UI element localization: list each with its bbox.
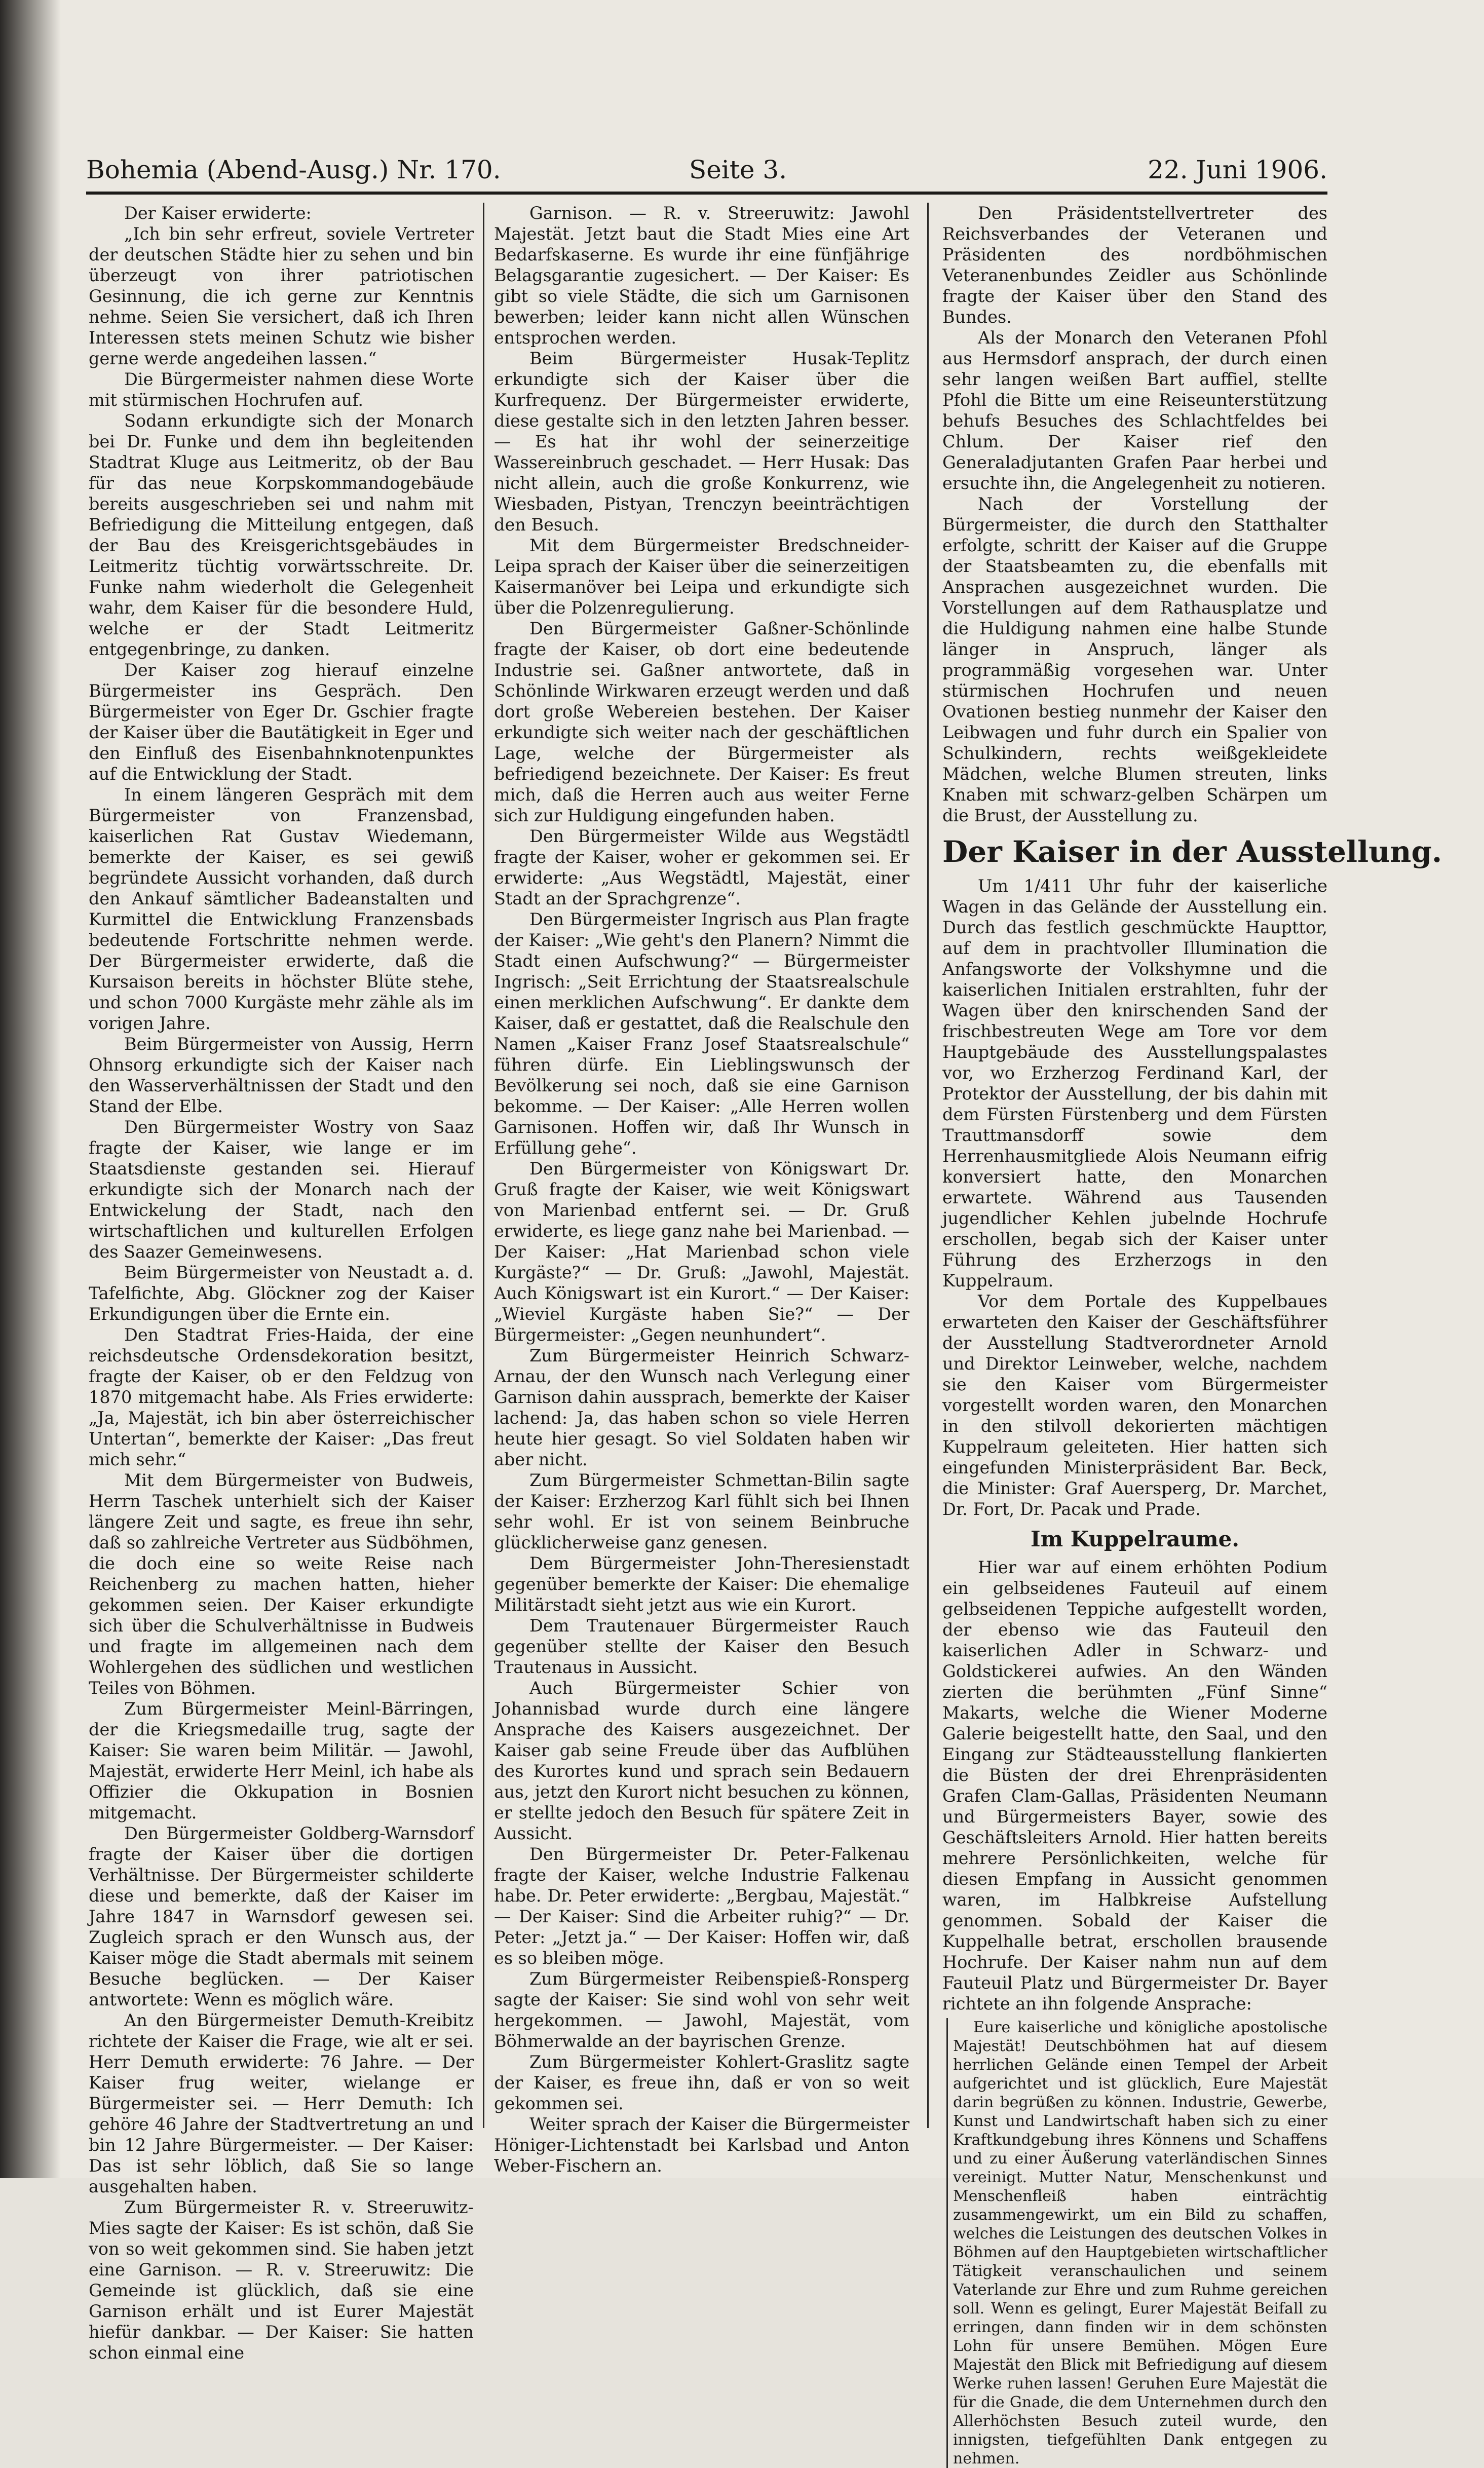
paragraph: Garnison. — R. v. Streeruwitz: Jawohl Majestät. Jetzt baut die Stadt Mies eine Art Bedarfskaserne. Es wurde ihr eine fünfjährige Belagsgarantie zugesichert. — Der Kaiser: Es gibt so viele Städte, die sich um Garnisonen bewerben; leider kann nicht allen Wünschen entsprochen werden. [494,203,909,348]
paragraph: Dem Bürgermeister John-Theresienstadt gegenüber bemerkte der Kaiser: Die ehemalige Militärstadt sieht jetzt aus wie ein Kurort. [494,1553,909,1615]
header-page-number: Seite 3. [689,155,787,184]
paragraph: Dem Trautenauer Bürgermeister Rauch gegenüber stellte der Kaiser den Besuch Trautenaus in Aussicht. [494,1616,909,1677]
header-publication: Bohemia (Abend-Ausg.) Nr. 170. [86,155,501,184]
paragraph: Zum Bürgermeister Kohlert-Graslitz sagte der Kaiser, es freue ihn, daß er von so weit gekommen sei. [494,2052,909,2113]
column-3 [942,203,1442,2467]
paragraph: Den Präsidentstellvertreter des Reichsverbandes der Veteranen und Präsidenten des nordböhmischen Veteranenbundes Zeidler aus Schönlinde fragte der Kaiser über den Stand des Bundes. [942,203,1327,327]
paragraph: Zum Bürgermeister Meinl-Bärringen, der die Kriegsmedaille trug, sagte der Kaiser: Sie waren beim Militär. — Jawohl, Majestät, erwiderte Herr Meinl, ich habe als Offizier die Okkupation in Bosnien mitgemacht. [89,1699,474,1822]
paragraph: Beim Bürgermeister von Neustadt a. d. Tafelfichte, Abg. Glöckner zog der Kaiser Erkundigungen über die Ernte ein. [89,1263,474,1324]
header-date: 22. Juni 1906. [1148,155,1327,184]
book-binding-shadow [0,0,61,2178]
paragraph: Den Stadtrat Fries-Haida, der eine reichsdeutsche Ordensdekoration besitzt, fragte der Kaiser, ob er den Feldzug von 1870 mitgemacht habe. Als Fries erwiderte: „Ja, Majestät, ich bin aber österreichischer Untertan“, bemerkte der Kaiser: „Das freut mich sehr.“ [89,1325,474,1469]
paragraph: Zum Bürgermeister Schmettan-Bilin sagte der Kaiser: Erzherzog Karl fühlt sich bei Ihnen sehr wohl. Er ist von seinem Beinbruche glücklicherweise ganz genesen. [494,1470,909,1552]
paragraph: Die Bürgermeister nahmen diese Worte mit stürmischen Hochrufen auf. [89,369,474,410]
paragraph: Auch Bürgermeister Schier von Johannisbad wurde durch eine längere Ansprache des Kaisers ausgezeichnet. Der Kaiser gab seine Freude über das Aufblühen des Kurortes kund und sprach sein Bedauern aus, jetzt den Kurort nicht besuchen zu können, er stellte jedoch den Besuch für spätere Zeit in Aussicht. [494,1678,909,1843]
paragraph: Um 1/411 Uhr fuhr der kaiserliche Wagen in das Gelände der Ausstellung ein. Durch das festlich geschmückte Haupttor, auf dem in prachtvoller Illumination die Anfangsworte der Volkshymne und die kaiserlichen Initialen erstrahlten, fuhr der Wagen über den knirschenden Sand der frischbestreuten Wege am Tore vor dem Hauptgebäude des Ausstellungspalastes vor, wo Erzherzog Ferdinand Karl, der Protektor der Ausstellung, der bis dahin mit dem Fürsten Fürstenberg und dem Fürsten Trauttmansdorff sowie dem Herrenhausmitgliede Alois Neumann eifrig konversiert hatte, den Monarchen erwartete. Während aus Tausenden jugendlicher Kehlen jubelnde Hochrufe erschollen, begab sich der Kaiser unter Führung des Erzherzogs in den Kuppelraum. [942,876,1327,1290]
paragraph: Sodann erkundigte sich der Monarch bei Dr. Funke und dem ihn begleitenden Stadtrat Kluge aus Leitmeritz, ob der Bau für das neue Korpskommandogebäude bereits ausgeschrieben sei und nahm mit Befriedigung die Mitteilung entgegen, daß der Bau des Kreisgerichtsgebäudes in Leitmeritz tüchtig vorwärtsschreite. Dr. Funke nahm wiederholt die Gelegenheit wahr, dem Kaiser für die besondere Huld, welche er der Stadt Leitmeritz entgegenbringe, zu danken. [89,411,474,659]
paragraph: Den Bürgermeister Wostry von Saaz fragte der Kaiser, wie lange er im Staatsdienste gestanden sei. Hierauf erkundigte sich der Monarch nach der Entwickelung der Stadt, nach den wirtschaftlichen und kulturellen Erfolgen des Saazer Gemeinwesens. [89,1117,474,1262]
paragraph: Nach der Vorstellung der Bürgermeister, die durch den Statthalter erfolgte, schritt der Kaiser auf die Gruppe der Staatsbeamten zu, die ebenfalls mit Ansprachen ausgezeichnet wurden. Die Vorstellungen auf dem Rathausplatze und die Huldigung nahmen eine halbe Stunde länger in Anspruch, länger als programmäßig vorgesehen war. Unter stürmischen Hochrufen und neuen Ovationen bestieg nunmehr der Kaiser den Leibwagen und fuhr durch ein Spalier von Schulkindern, rechts weißgekleidete Mädchen, welche Blumen streuten, links Knaben mit schwarz-gelben Schärpen um die Brust, der Ausstellung zu. [942,494,1327,825]
paragraph: Mit dem Bürgermeister von Budweis, Herrn Taschek unterhielt sich der Kaiser längere Zeit und sagte, es freue ihn sehr, daß so zahlreiche Vertreter aus Südböhmen, die doch eine so weite Reise nach Reichenberg zu machen hatten, hieher gekommen seien. Der Kaiser erkundigte sich über die Schulverhältnisse in Budweis und fragte im allgemeinen nach dem Wohlergehen des südlichen und westlichen Teiles von Böhmen. [89,1470,474,1698]
paragraph: Mit dem Bürgermeister Bredschneider-Leipa sprach der Kaiser über die seinerzeitigen Kaisermanöver bei Leipa und erkundigte sich über die Polzenregulierung. [494,536,909,618]
paragraph: Als der Monarch den Veteranen Pfohl aus Hermsdorf ansprach, der durch einen sehr langen weißen Bart auffiel, stellte Pfohl die Bitte um eine Reiseunterstützung behufs Besuches des Schlachtfeldes bei Chlum. Der Kaiser rief den Generaladjutanten Grafen Paar herbei und ersuchte ihn, die Angelegenheit zu notieren. [942,328,1327,493]
paragraph: Der Kaiser zog hierauf einzelne Bürgermeister ins Gespräch. Den Bürgermeister von Eger Dr. Gschier fragte der Kaiser über die Bautätigkeit in Eger und den Einfluß des Eisenbahnknotenpunktes auf die Entwicklung der Stadt. [89,660,474,784]
column-divider [927,203,929,2128]
section-subheading: Im Kuppelraume. [1031,1527,1239,1551]
column-2 [494,203,909,2176]
paragraph: Hier war auf einem erhöhten Podium ein gelbseidenes Fauteuil auf einem gelbseidenen Teppiche aufgestellt worden, der ebenso wie das Fauteuil den kaiserlichen Adler in Schwarz- und Goldstickerei aufwies. An den Wänden zierten die berühmten „Fünf Sinne“ Makarts, welche die Wiener Moderne Galerie beigestellt hatte, den Saal, und den Eingang zur Städteausstellung flankierten die Büsten der drei Ehrenpräsidenten Grafen Clam-Gallas, Präsidenten Neumann und Bürgermeisters Bayer, sowie des Geschäftsleiters Arnold. Hier hatten bereits mehrere Persönlichkeiten, welche für diesen Empfang in Aussicht genommen waren, im Halbkreise Aufstellung genommen. Sobald der Kaiser die Kuppelhalle betrat, erschollen brausende Hochrufe. Der Kaiser nahm nun auf dem Fauteuil Platz und Bürgermeister Dr. Bayer richtete an ihn folgende Ansprache: [942,1558,1327,2014]
paragraph: Den Bürgermeister Wilde aus Wegstädtl fragte der Kaiser, woher er gekommen sei. Er erwiderte: „Aus Wegstädtl, Majestät, einer Stadt an der Sprachgrenze“. [494,826,909,908]
header-rule [86,192,1327,195]
paragraph: Den Bürgermeister Goldberg-Warnsdorf fragte der Kaiser über die dortigen Verhältnisse. Der Bürgermeister schilderte diese und bemerkte, daß der Kaiser im Jahre 1847 in Warnsdorf gewesen sei. Zugleich sprach er den Wunsch aus, der Kaiser möge die Stadt abermals mit seinem Besuche beglücken. — Der Kaiser antwortete: Wenn es möglich wäre. [89,1824,474,2009]
paragraph: Der Kaiser erwiderte: [124,203,312,223]
column-divider [483,203,484,2128]
speech-text: Eure kaiserliche und königliche apostolische Majestät! Deutschböhmen hat auf diesem herrlichen Gelände einen Tempel der Arbeit aufgerichtet und ist glücklich, Eure Majestät darin begrüßen zu können. Industrie, Gewerbe, Kunst und Landwirtschaft haben sich zu einer Kraftkundgebung ihres Könnens und Schaffens und zu einer Äußerung vaterländischen Sinnes vereinigt. Mutter Natur, Menschenkunst und Menschenfleiß haben einträchtig zusammengewirkt, um ein Bild zu schaffen, welches die Leistungen des deutschen Volkes in Böhmen auf den Hauptgebieten wirtschaftlicher Tätigkeit veranschaulichen und seinem Vaterlande zur Ehre und zum Ruhme gereichen soll. Wenn es gelingt, Eurer Majestät Beifall zu erringen, dann finden wir in dem schönsten Lohn für unsere Bemühen. Mögen Eure Majestät den Blick mit Befriedigung auf diesem Werke ruhen lassen! Geruhen Eure Majestät die für die Gnade, die dem Unternehmen durch den Allerhöchsten Besuch zuteil wurde, den innigsten, tiefgefühlten Dank entgegen zu nehmen. [953,2019,1327,2467]
paragraph: Zum Bürgermeister Reibenspieß-Ronsperg sagte der Kaiser: Sie sind wohl von sehr weit hergekommen. — Jawohl, Majestät, vom Böhmerwalde an der bayrischen Grenze. [494,1969,909,2051]
paragraph: An den Bürgermeister Demuth-Kreibitz richtete der Kaiser die Frage, wie alt er sei. Herr Demuth erwiderte: 76 Jahre. — Der Kaiser frug weiter, wielange er Bürgermeister sei. — Herr Demuth: Ich gehöre 46 Jahre der Stadtvertretung an und bin 12 Jahre Bürgermeister. — Der Kaiser: Das ist sehr löblich, daß Sie so lange ausgehalten haben. [89,2010,474,2196]
paragraph: Zum Bürgermeister R. v. Streeruwitz-Mies sagte der Kaiser: Es ist schön, daß Sie von so weit gekommen sind. Sie haben jetzt eine Garnison. — R. v. Streeruwitz: Die Gemeinde ist glücklich, daß sie eine Garnison erhält und ist Eurer Majestät hiefür dankbar. — Der Kaiser: Sie hatten schon einmal eine [89,2197,474,2363]
article-headline: Der Kaiser in der Ausstellung. [942,834,1442,869]
paragraph: Beim Bürgermeister von Aussig, Herrn Ohnsorg erkundigte sich der Kaiser nach den Wasserverhältnissen der Stadt und den Stand der Elbe. [89,1034,474,1116]
paragraph: In einem längeren Gespräch mit dem Bürgermeister von Franzensbad, kaiserlichen Rat Gustav Wiedemann, bemerkte der Kaiser, es sei gewiß begründete Aussicht vorhanden, daß durch den Ankauf sämtlicher Badeanstalten und Kurmittel die Entwicklung Franzensbads bedeutende Fortschritte nehmen werde. Der Bürgermeister erwiderte, daß die Kursaison bereits in höchster Blüte stehe, und schon 7000 Kurgäste mehr zähle als im vorigen Jahre. [89,785,474,1033]
page-header [86,152,1327,187]
paragraph: Zum Bürgermeister Heinrich Schwarz-Arnau, der den Wunsch nach Verlegung einer Garnison dahin aussprach, bemerkte der Kaiser lachend: Ja, das haben schon so viele Herren heute hier gesagt. So viel Soldaten haben wir aber nicht. [494,1346,909,1469]
paragraph: Den Bürgermeister von Königswart Dr. Gruß fragte der Kaiser, wie weit Königswart von Marienbad entfernt sei. — Dr. Gruß erwiderte, es liege ganz nahe bei Marienbad. — Der Kaiser: „Hat Marienbad schon viele Kurgäste?“ — Dr. Gruß: „Jawohl, Majestät. Auch Königswart ist ein Kurort.“ — Der Kaiser: „Wieviel Kurgäste haben Sie?“ — Der Bürgermeister: „Gegen neunhundert“. [494,1159,909,1345]
paragraph: Vor dem Portale des Kuppelbaues erwarteten den Kaiser der Geschäftsführer der Ausstellung Stadtverordneter Arnold und Direktor Leinweber, welche, nachdem sie den Kaiser vom Bürgermeister vorgestellt worden waren, den Monarchen in den stilvoll dekorierten mächtigen Kuppelraum geleiteten. Hier hatten sich eingefunden Ministerpräsident Bar. Beck, die Minister: Graf Auersperg, Dr. Marchet, Dr. Fort, Dr. Pacak und Prade. [942,1292,1327,1519]
paragraph: „Ich bin sehr erfreut, soviele Vertreter der deutschen Städte hier zu sehen und bin überzeugt von ihrer patriotischen Gesinnung, die ich gerne zur Kenntnis nehme. Seien Sie versichert, daß ich Ihren Interessen stets meinen Schutz wie bisher gerne werde angedeihen lassen.“ [89,224,474,368]
column-1 [89,203,474,2363]
address-speech [946,2018,1327,2468]
paragraph: Den Bürgermeister Dr. Peter-Falkenau fragte der Kaiser, welche Industrie Falkenau habe. Dr. Peter erwiderte: „Bergbau, Majestät.“ — Der Kaiser: Sind die Arbeiter ruhig?“ — Dr. Peter: „Jetzt ja.“ — Der Kaiser: Hoffen wir, daß es so bleiben möge. [494,1844,909,1968]
paragraph: Beim Bürgermeister Husak-Teplitz erkundigte sich der Kaiser über die Kurfrequenz. Der Bürgermeister erwiderte, diese gestalte sich in den letzten Jahren besser. — Es hat ihr wohl der seinerzeitige Wassereinbruch geschadet. — Herr Husak: Das nicht allein, auch die große Konkurrenz, wie Wiesbaden, Pistyan, Trenczyn beeinträchtigen den Besuch. [494,349,909,535]
paragraph: Den Bürgermeister Gaßner-Schönlinde fragte der Kaiser, ob dort eine bedeutende Industrie sei. Gaßner antwortete, daß in Schönlinde Wirkwaren erzeugt werden und daß dort große Webereien bestehen. Der Kaiser erkundigte sich weiter nach der geschäftlichen Lage, welche der Bürgermeister als befriedigend bezeichnete. Der Kaiser: Es freut mich, daß die Herren auch aus weiter Ferne sich zur Huldigung eingefunden haben. [494,619,909,825]
paragraph: Den Bürgermeister Ingrisch aus Plan fragte der Kaiser: „Wie geht's den Planern? Nimmt die Stadt einen Aufschwung?“ — Bürgermeister Ingrisch: „Seit Errichtung der Staatsrealschule einen merklichen Aufschwung“. Er dankte dem Kaiser, daß er gestattet, daß die Realschule den Namen „Kaiser Franz Josef Staatsrealschule“ führen dürfe. Ein Lieblingswunsch der Bevölkerung sei noch, daß sie eine Garnison bekomme. — Der Kaiser: „Alle Herren wollen Garnisonen. Hoffen wir, daß Ihr Wunsch in Erfüllung gehe“. [494,909,909,1158]
paragraph: Weiter sprach der Kaiser die Bürgermeister Höniger-Lichtenstadt bei Karlsbad und Anton Weber-Fischern an. [494,2114,909,2176]
